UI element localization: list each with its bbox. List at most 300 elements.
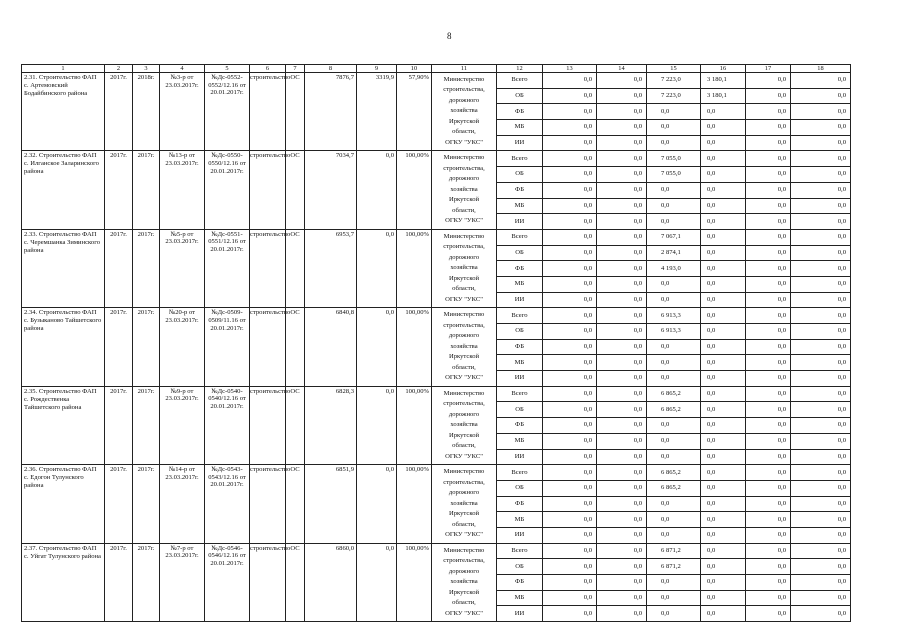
budget-level-cell: ФБ [497, 104, 543, 120]
value-cell-15: 0,0 [647, 418, 701, 434]
header-cell: 7 [286, 65, 305, 73]
value-cell-13: 0,0 [543, 512, 597, 528]
table-row [22, 73, 851, 89]
contract-cell: №Дс-0552-0552/12.16 от 20.01.2017г. [205, 73, 250, 151]
value-cell-16: 0,0 [701, 433, 746, 449]
value-cell-14: 0,0 [597, 151, 647, 167]
value-cell-17: 0,0 [746, 214, 791, 230]
responsible-line: хозяйства [450, 264, 478, 272]
responsible-line: хозяйства [450, 421, 478, 429]
contract-cell: №Дс-0550-0550/12.16 от 20.01.2017г. [205, 151, 250, 229]
value-cell-15: 0,0 [647, 527, 701, 543]
value-cell-18: 0,0 [791, 371, 851, 387]
header-cell: 18 [791, 65, 851, 73]
value-cell-13: 0,0 [543, 402, 597, 418]
value-cell-16: 0,0 [701, 104, 746, 120]
responsible-line: Иркутской [448, 353, 480, 361]
budget-level-cell: Всего [497, 465, 543, 481]
value-cell-14: 0,0 [597, 339, 647, 355]
value-cell-17: 0,0 [746, 245, 791, 261]
value-cell-15: 7 067,1 [647, 229, 701, 245]
percent-cell: 100,00% [397, 151, 432, 229]
table-row [22, 465, 851, 481]
responsible-line: дорожного [448, 489, 480, 497]
value-cell-18: 0,0 [791, 167, 851, 183]
financed-cell: 0,0 [357, 386, 397, 464]
value-cell-13: 0,0 [543, 324, 597, 340]
percent-cell: 57,90% [397, 73, 432, 151]
value-cell-15: 0,0 [647, 590, 701, 606]
object-type-cell: ОС [286, 386, 305, 464]
value-cell-13: 0,0 [543, 543, 597, 559]
value-cell-13: 0,0 [543, 135, 597, 151]
responsible-line: хозяйства [450, 578, 478, 586]
value-cell-16: 0,0 [701, 575, 746, 591]
value-cell-13: 0,0 [543, 355, 597, 371]
value-cell-15: 0,0 [647, 120, 701, 136]
value-cell-18: 0,0 [791, 261, 851, 277]
value-cell-16: 0,0 [701, 371, 746, 387]
value-cell-15: 4 193,0 [647, 261, 701, 277]
value-cell-15: 0,0 [647, 104, 701, 120]
header-cell: 2 [105, 65, 133, 73]
value-cell-15: 0,0 [647, 276, 701, 292]
value-cell-15: 7 055,0 [647, 167, 701, 183]
value-cell-13: 0,0 [543, 104, 597, 120]
value-cell-16: 0,0 [701, 355, 746, 371]
responsible-line: ОГКУ "УКС" [445, 138, 483, 146]
responsible-line: Иркутской [448, 588, 480, 596]
budget-level-cell: ИИ [497, 135, 543, 151]
header-cell: 8 [305, 65, 357, 73]
page-number: 8 [447, 31, 452, 41]
responsible-line: Министерство [443, 75, 485, 83]
budget-level-cell: МБ [497, 120, 543, 136]
value-cell-18: 0,0 [791, 418, 851, 434]
object-type-cell: ОС [286, 229, 305, 307]
value-cell-16: 0,0 [701, 418, 746, 434]
value-cell-16: 0,0 [701, 527, 746, 543]
value-cell-15: 2 874,1 [647, 245, 701, 261]
table-row [22, 386, 851, 402]
header-cell: 11 [432, 65, 497, 73]
value-cell-18: 0,0 [791, 324, 851, 340]
responsible-line: области, [452, 363, 476, 371]
value-cell-16: 0,0 [701, 276, 746, 292]
value-cell-18: 0,0 [791, 465, 851, 481]
value-cell-13: 0,0 [543, 292, 597, 308]
value-cell-13: 0,0 [543, 151, 597, 167]
year-end-cell: 2017г. [133, 465, 160, 543]
value-cell-18: 0,0 [791, 214, 851, 230]
value-cell-16: 0,0 [701, 402, 746, 418]
value-cell-17: 0,0 [746, 496, 791, 512]
value-cell-16: 0,0 [701, 229, 746, 245]
value-cell-18: 0,0 [791, 182, 851, 198]
value-cell-13: 0,0 [543, 465, 597, 481]
value-cell-17: 0,0 [746, 449, 791, 465]
object-type-cell: ОС [286, 465, 305, 543]
value-cell-14: 0,0 [597, 433, 647, 449]
value-cell-17: 0,0 [746, 590, 791, 606]
header-cell: 3 [133, 65, 160, 73]
value-cell-15: 0,0 [647, 575, 701, 591]
cost-cell: 6860,0 [305, 543, 357, 621]
responsible-line: Министерство [443, 154, 485, 162]
value-cell-15: 7 223,0 [647, 88, 701, 104]
budget-level-cell: ФБ [497, 575, 543, 591]
value-cell-17: 0,0 [746, 308, 791, 324]
table-row [22, 543, 851, 559]
table-row [22, 229, 851, 245]
budget-level-cell: ОБ [497, 480, 543, 496]
object-name-cell: 2.31. Строительство ФАП с. Артемовский Бодайбинского района [22, 73, 105, 151]
responsible-line: Иркутской [448, 274, 480, 282]
value-cell-13: 0,0 [543, 73, 597, 89]
value-cell-16: 0,0 [701, 198, 746, 214]
value-cell-18: 0,0 [791, 229, 851, 245]
value-cell-18: 0,0 [791, 276, 851, 292]
value-cell-18: 0,0 [791, 198, 851, 214]
value-cell-15: 6 865,2 [647, 480, 701, 496]
value-cell-13: 0,0 [543, 559, 597, 575]
responsible-cell [432, 543, 497, 621]
year-start-cell: 2017г. [105, 465, 133, 543]
value-cell-14: 0,0 [597, 465, 647, 481]
cost-cell: 6953,7 [305, 229, 357, 307]
responsible-line: Министерство [443, 468, 485, 476]
responsible-line: области, [452, 520, 476, 528]
responsible-line: строительства, [443, 164, 485, 172]
object-name-cell: 2.36. Строительство ФАП с. Едогон Тулунского района [22, 465, 105, 543]
value-cell-14: 0,0 [597, 543, 647, 559]
value-cell-18: 0,0 [791, 308, 851, 324]
responsible-line: области, [452, 599, 476, 607]
responsible-line: Иркутской [448, 196, 480, 204]
value-cell-16: 0,0 [701, 308, 746, 324]
value-cell-16: 0,0 [701, 214, 746, 230]
value-cell-15: 0,0 [647, 449, 701, 465]
value-cell-13: 0,0 [543, 198, 597, 214]
object-name-cell: 2.34. Строительство ФАП с. Бузыканово Тайшетского района [22, 308, 105, 386]
responsible-line: Министерство [443, 546, 485, 554]
budget-level-cell: ФБ [497, 182, 543, 198]
budget-level-cell: ФБ [497, 418, 543, 434]
value-cell-15: 0,0 [647, 433, 701, 449]
decree-cell: №14-р от 23.03.2017г. [160, 465, 205, 543]
object-name-cell: 2.33. Строительство ФАП с. Черемшанка Зиминского района [22, 229, 105, 307]
value-cell-15: 6 865,2 [647, 386, 701, 402]
value-cell-16: 0,0 [701, 182, 746, 198]
value-cell-14: 0,0 [597, 512, 647, 528]
header-cell: 17 [746, 65, 791, 73]
decree-cell: №20-р от 23.03.2017г. [160, 308, 205, 386]
budget-level-cell: ИИ [497, 214, 543, 230]
value-cell-17: 0,0 [746, 120, 791, 136]
value-cell-13: 0,0 [543, 167, 597, 183]
year-end-cell: 2017г. [133, 151, 160, 229]
percent-cell: 100,00% [397, 465, 432, 543]
responsible-line: дорожного [448, 253, 480, 261]
value-cell-14: 0,0 [597, 120, 647, 136]
value-cell-13: 0,0 [543, 606, 597, 622]
value-cell-18: 0,0 [791, 73, 851, 89]
financed-cell: 0,0 [357, 229, 397, 307]
year-start-cell: 2017г. [105, 151, 133, 229]
value-cell-13: 0,0 [543, 433, 597, 449]
header-cell: 15 [647, 65, 701, 73]
value-cell-15: 6 871,2 [647, 559, 701, 575]
value-cell-18: 0,0 [791, 386, 851, 402]
value-cell-15: 0,0 [647, 292, 701, 308]
value-cell-17: 0,0 [746, 575, 791, 591]
header-cell: 12 [497, 65, 543, 73]
contract-cell: №Дс-0540-0540/12.16 от 20.01.2017г. [205, 386, 250, 464]
year-end-cell: 2017г. [133, 386, 160, 464]
stage-cell: строительство [250, 308, 286, 386]
year-start-cell: 2017г. [105, 73, 133, 151]
table-row [22, 151, 851, 167]
value-cell-16: 0,0 [701, 245, 746, 261]
responsible-line: Министерство [443, 311, 485, 319]
value-cell-18: 0,0 [791, 512, 851, 528]
value-cell-15: 7 223,0 [647, 73, 701, 89]
decree-cell: №5-р от 23.03.2017г. [160, 229, 205, 307]
responsible-line: дорожного [448, 332, 480, 340]
budget-level-cell: МБ [497, 276, 543, 292]
responsible-cell [432, 229, 497, 307]
header-cell: 4 [160, 65, 205, 73]
value-cell-13: 0,0 [543, 229, 597, 245]
responsible-line: ОГКУ "УКС" [445, 452, 483, 460]
responsible-cell [432, 151, 497, 229]
budget-level-cell: ОБ [497, 402, 543, 418]
value-cell-14: 0,0 [597, 214, 647, 230]
value-cell-15: 0,0 [647, 182, 701, 198]
decree-cell: №13-р от 23.03.2017г. [160, 151, 205, 229]
cost-cell: 6840,8 [305, 308, 357, 386]
responsible-line: области, [452, 442, 476, 450]
value-cell-17: 0,0 [746, 135, 791, 151]
value-cell-18: 0,0 [791, 449, 851, 465]
value-cell-14: 0,0 [597, 229, 647, 245]
value-cell-13: 0,0 [543, 214, 597, 230]
object-name-cell: 2.32. Строительство ФАП с. Илганское Заларинского района [22, 151, 105, 229]
value-cell-17: 0,0 [746, 559, 791, 575]
responsible-line: области, [452, 128, 476, 136]
value-cell-15: 0,0 [647, 355, 701, 371]
value-cell-17: 0,0 [746, 433, 791, 449]
value-cell-15: 0,0 [647, 339, 701, 355]
responsible-line: строительства, [443, 400, 485, 408]
responsible-line: хозяйства [450, 499, 478, 507]
budget-level-cell: ОБ [497, 88, 543, 104]
value-cell-14: 0,0 [597, 88, 647, 104]
budget-level-cell: МБ [497, 355, 543, 371]
budget-level-cell: МБ [497, 433, 543, 449]
responsible-line: дорожного [448, 410, 480, 418]
value-cell-16: 0,0 [701, 465, 746, 481]
stage-cell: строительство [250, 386, 286, 464]
budget-level-cell: МБ [497, 198, 543, 214]
budget-level-cell: МБ [497, 512, 543, 528]
responsible-line: области, [452, 206, 476, 214]
budget-level-cell: Всего [497, 73, 543, 89]
value-cell-15: 0,0 [647, 606, 701, 622]
object-name-cell: 2.35. Строительство ФАП с. Рождественка Тайшетского района [22, 386, 105, 464]
value-cell-14: 0,0 [597, 324, 647, 340]
responsible-cell [432, 386, 497, 464]
value-cell-17: 0,0 [746, 480, 791, 496]
value-cell-17: 0,0 [746, 104, 791, 120]
value-cell-14: 0,0 [597, 167, 647, 183]
decree-cell: №9-р от 23.03.2017г. [160, 386, 205, 464]
budget-level-cell: ФБ [497, 339, 543, 355]
value-cell-18: 0,0 [791, 292, 851, 308]
header-cell: 14 [597, 65, 647, 73]
value-cell-17: 0,0 [746, 261, 791, 277]
budget-level-cell: ОБ [497, 559, 543, 575]
budget-level-cell: ИИ [497, 292, 543, 308]
value-cell-16: 0,0 [701, 324, 746, 340]
decree-cell: №7-р от 23.03.2017г. [160, 543, 205, 621]
value-cell-14: 0,0 [597, 480, 647, 496]
value-cell-17: 0,0 [746, 276, 791, 292]
value-cell-15: 6 871,2 [647, 543, 701, 559]
value-cell-14: 0,0 [597, 386, 647, 402]
stage-cell: строительство [250, 543, 286, 621]
year-end-cell: 2017г. [133, 308, 160, 386]
value-cell-18: 0,0 [791, 606, 851, 622]
budget-level-cell: ИИ [497, 371, 543, 387]
budget-level-cell: ФБ [497, 496, 543, 512]
year-end-cell: 2018г. [133, 73, 160, 151]
responsible-line: Иркутской [448, 117, 480, 125]
value-cell-18: 0,0 [791, 104, 851, 120]
header-cell: 10 [397, 65, 432, 73]
header-cell: 5 [205, 65, 250, 73]
value-cell-14: 0,0 [597, 308, 647, 324]
cost-cell: 6828,3 [305, 386, 357, 464]
value-cell-13: 0,0 [543, 386, 597, 402]
stage-cell: строительство [250, 73, 286, 151]
responsible-line: ОГКУ "УКС" [445, 609, 483, 617]
value-cell-17: 0,0 [746, 355, 791, 371]
value-cell-16: 0,0 [701, 135, 746, 151]
value-cell-16: 0,0 [701, 292, 746, 308]
value-cell-16: 0,0 [701, 261, 746, 277]
value-cell-18: 0,0 [791, 590, 851, 606]
value-cell-18: 0,0 [791, 543, 851, 559]
header-cell: 13 [543, 65, 597, 73]
value-cell-13: 0,0 [543, 276, 597, 292]
value-cell-15: 6 913,3 [647, 324, 701, 340]
value-cell-14: 0,0 [597, 198, 647, 214]
object-type-cell: ОС [286, 151, 305, 229]
responsible-line: строительства, [443, 321, 485, 329]
header-cell: 6 [250, 65, 286, 73]
value-cell-18: 0,0 [791, 120, 851, 136]
value-cell-16: 0,0 [701, 512, 746, 528]
contract-cell: №Дс-0551-0551/12.16 от 20.01.2017г. [205, 229, 250, 307]
responsible-line: хозяйства [450, 342, 478, 350]
responsible-line: строительства, [443, 478, 485, 486]
value-cell-16: 0,0 [701, 386, 746, 402]
value-cell-14: 0,0 [597, 355, 647, 371]
responsible-line: хозяйства [450, 107, 478, 115]
value-cell-16: 0,0 [701, 167, 746, 183]
financed-cell: 0,0 [357, 151, 397, 229]
year-start-cell: 2017г. [105, 386, 133, 464]
value-cell-13: 0,0 [543, 418, 597, 434]
value-cell-17: 0,0 [746, 418, 791, 434]
budget-level-cell: ОБ [497, 167, 543, 183]
value-cell-17: 0,0 [746, 198, 791, 214]
value-cell-18: 0,0 [791, 480, 851, 496]
object-type-cell: ОС [286, 543, 305, 621]
object-type-cell: ОС [286, 308, 305, 386]
object-type-cell: ОС [286, 73, 305, 151]
stage-cell: строительство [250, 229, 286, 307]
responsible-line: дорожного [448, 567, 480, 575]
value-cell-15: 0,0 [647, 214, 701, 230]
cost-cell: 7034,7 [305, 151, 357, 229]
budget-level-cell: ИИ [497, 606, 543, 622]
value-cell-15: 6 913,3 [647, 308, 701, 324]
value-cell-13: 0,0 [543, 449, 597, 465]
value-cell-14: 0,0 [597, 496, 647, 512]
contract-cell: №Дс-0509-0509/11.16 от 20.01.2017г. [205, 308, 250, 386]
value-cell-17: 0,0 [746, 543, 791, 559]
responsible-line: ОГКУ "УКС" [445, 531, 483, 539]
budget-level-cell: ИИ [497, 449, 543, 465]
value-cell-14: 0,0 [597, 575, 647, 591]
value-cell-13: 0,0 [543, 371, 597, 387]
table-row [22, 308, 851, 324]
value-cell-17: 0,0 [746, 386, 791, 402]
header-cell: 9 [357, 65, 397, 73]
value-cell-17: 0,0 [746, 465, 791, 481]
value-cell-18: 0,0 [791, 433, 851, 449]
value-cell-14: 0,0 [597, 449, 647, 465]
value-cell-16: 0,0 [701, 543, 746, 559]
cost-cell: 7876,7 [305, 73, 357, 151]
value-cell-16: 3 180,1 [701, 88, 746, 104]
responsible-line: области, [452, 285, 476, 293]
value-cell-17: 0,0 [746, 73, 791, 89]
value-cell-17: 0,0 [746, 527, 791, 543]
value-cell-17: 0,0 [746, 151, 791, 167]
responsible-line: ОГКУ "УКС" [445, 217, 483, 225]
value-cell-18: 0,0 [791, 355, 851, 371]
object-name-cell: 2.37. Строительство ФАП с. Уйгат Тулунского района [22, 543, 105, 621]
value-cell-17: 0,0 [746, 324, 791, 340]
responsible-cell [432, 465, 497, 543]
value-cell-13: 0,0 [543, 496, 597, 512]
value-cell-13: 0,0 [543, 120, 597, 136]
value-cell-16: 0,0 [701, 480, 746, 496]
budget-level-cell: Всего [497, 386, 543, 402]
financed-cell: 0,0 [357, 465, 397, 543]
value-cell-14: 0,0 [597, 73, 647, 89]
value-cell-14: 0,0 [597, 402, 647, 418]
header-cell: 1 [22, 65, 105, 73]
value-cell-17: 0,0 [746, 371, 791, 387]
value-cell-15: 0,0 [647, 198, 701, 214]
value-cell-18: 0,0 [791, 527, 851, 543]
value-cell-15: 6 865,2 [647, 465, 701, 481]
contract-cell: №Дс-0543-0543/12.16 от 20.01.2017г. [205, 465, 250, 543]
